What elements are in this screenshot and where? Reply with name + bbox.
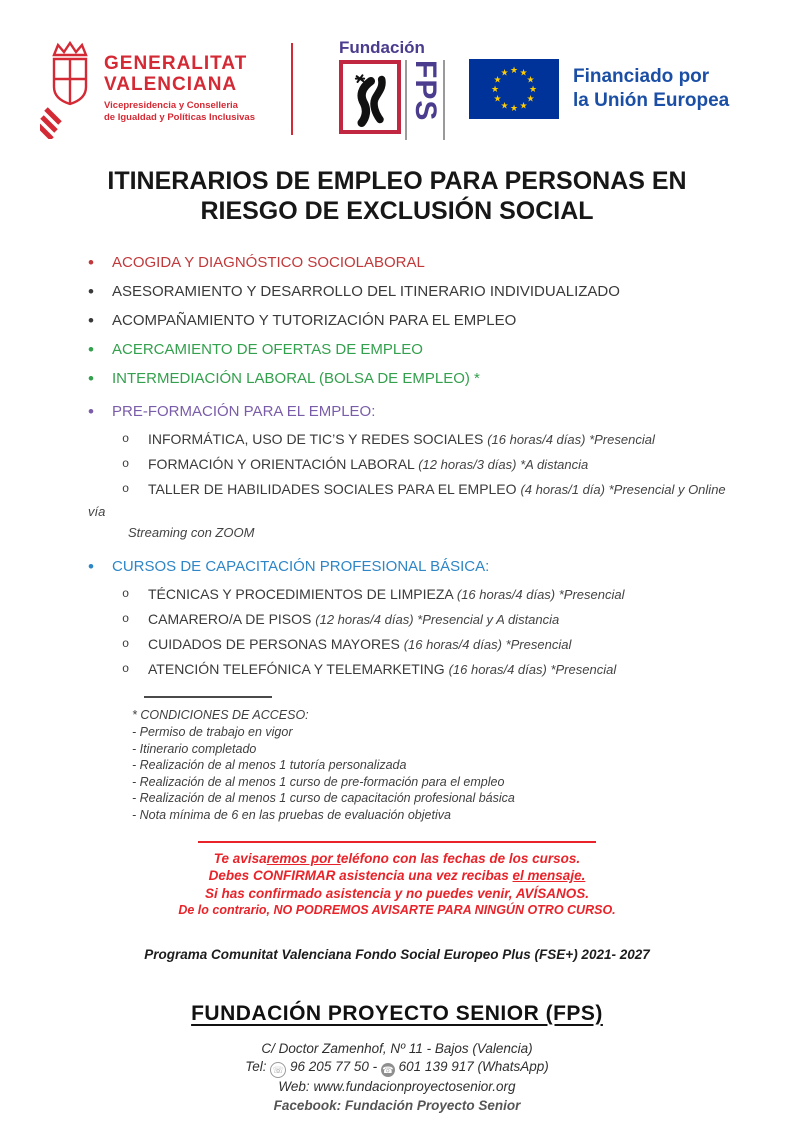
list-item-label: ASESORAMIENTO Y DESARROLLO DEL ITINERARIO INDIVIDUALIZADO	[112, 283, 620, 300]
program-funding-line: Programa Comunitat Valenciana Fondo Social Europeo Plus (FSE+) 2021- 2027	[144, 946, 650, 962]
course-item-limpieza	[116, 582, 754, 607]
condition-item: - Realización de al menos 1 tutoría personalizada	[132, 758, 407, 773]
course-detail: (4 horas/1 día) *Presencial y Online	[520, 482, 726, 497]
notice-text-underlined: remos por t	[266, 850, 341, 866]
course-item-informatica	[116, 427, 754, 452]
svg-text:★: ★	[519, 68, 528, 79]
fps-logo-body	[339, 60, 445, 140]
fps-gray-bar-left	[405, 60, 407, 140]
notice-line4: De lo contrario, NO PODREMOS AVISARTE PARA NINGÚN OTRO CURSO.	[178, 903, 616, 918]
whatsapp-icon	[381, 1063, 395, 1077]
list-item-label: ACOMPAÑAMIENTO Y TUTORIZACIÓN PARA EL EMPLEO	[112, 312, 517, 329]
fps-logo	[339, 38, 445, 140]
svg-text:★: ★	[526, 75, 535, 86]
gv-title	[104, 54, 255, 95]
svg-text:★: ★	[493, 94, 502, 105]
notice-divider	[198, 841, 596, 843]
footer-website: Web: www.fundacionproyectosenior.org	[278, 1079, 516, 1095]
list-item-intermediacion	[86, 364, 754, 393]
course-name: FORMACIÓN Y ORIENTACIÓN LABORAL	[148, 456, 419, 472]
list-item-acompanamiento	[86, 306, 754, 335]
condition-item: - Permiso de trabajo en vigor	[132, 725, 293, 739]
eu-flag-icon	[469, 59, 559, 119]
header-divider	[291, 43, 293, 135]
course-detail: (16 horas/4 días) *Presencial	[448, 662, 617, 677]
gv-title-line2: VALENCIANA	[104, 73, 238, 95]
notice-text: Te avisa	[213, 850, 267, 866]
contact-footer	[40, 1040, 754, 1116]
footer-address: C/ Doctor Zamenhof, Nº 11 - Bajos (Valencia)	[261, 1040, 533, 1056]
course-item-fol	[116, 452, 754, 477]
course-detail: (12 horas/4 días) *Presencial y A distancia	[315, 612, 560, 627]
eu-funding-text	[573, 65, 729, 113]
course-item-camarero	[116, 607, 754, 632]
course-item-taller-habilidades	[116, 477, 754, 502]
eu-text-line2: la Unión Europea	[573, 90, 730, 111]
gv-subtitle-line2: de Igualdad y Políticas Inclusivas	[104, 112, 255, 124]
list-item-label: ACOGIDA Y DIAGNÓSTICO SOCIOLABORAL	[112, 254, 425, 271]
fps-figure-icon	[345, 67, 395, 127]
notice-line1	[40, 850, 754, 868]
gv-emblem-icon	[40, 39, 96, 139]
confirmation-notice	[40, 841, 754, 920]
fps-figure-box	[339, 60, 401, 134]
phone-icon	[270, 1062, 286, 1078]
section-heading	[86, 400, 754, 424]
course-sublist	[86, 582, 754, 682]
fps-acronym: FPS	[409, 60, 442, 122]
list-item-acogida	[86, 248, 754, 277]
logo-header	[40, 36, 754, 142]
phone-number-landline: 96 205 77 50	[290, 1059, 369, 1075]
svg-text:★: ★	[509, 66, 519, 76]
svg-text:★: ★	[493, 75, 502, 86]
gv-title-line1: GENERALITAT	[104, 53, 248, 75]
section-heading-label: CURSOS DE CAPACITACIÓN PROFESIONAL BÁSICA:	[112, 558, 490, 575]
generalitat-valenciana-logo	[40, 39, 255, 139]
services-list	[86, 248, 754, 393]
section-heading	[86, 555, 754, 579]
notice-text: eléfono con las fechas de los cursos.	[340, 850, 581, 866]
course-sublist	[86, 427, 754, 502]
conditions-list	[132, 724, 754, 824]
gv-text-block	[104, 54, 255, 124]
notice-line3: Si has confirmado asistencia y no puedes venir, AVÍSANOS.	[204, 885, 590, 901]
course-name: INFORMÁTICA, USO DE TIC’S Y REDES SOCIALES	[148, 431, 488, 447]
taller-continuation-streaming: Streaming con ZOOM	[128, 525, 255, 540]
course-name: TÉCNICAS Y PROCEDIMIENTOS DE LIMPIEZA	[148, 586, 457, 602]
course-item-cuidados	[116, 632, 754, 657]
list-item-acercamiento	[86, 335, 754, 364]
svg-text:★: ★	[526, 94, 535, 105]
phone-label: Tel:	[245, 1059, 267, 1075]
course-detail: (16 horas/4 días) *Presencial	[456, 587, 625, 602]
condition-item: - Realización de al menos 1 curso de capacitación profesional básica	[132, 791, 515, 806]
conditions-divider	[144, 696, 272, 698]
phone-number-whatsapp: 601 139 917 (WhatsApp)	[398, 1059, 549, 1075]
section-cursos-capacitacion	[86, 555, 754, 682]
svg-text:★: ★	[500, 68, 509, 79]
svg-text:★: ★	[500, 101, 509, 112]
title-line2: RIESGO DE EXCLUSIÓN SOCIAL	[200, 197, 594, 225]
organization-name: FUNDACIÓN PROYECTO SENIOR (FPS)	[191, 1001, 603, 1025]
course-detail: (16 horas/4 días) *Presencial	[403, 637, 572, 652]
condition-item: - Nota mínima de 6 en las pruebas de evaluación objetiva	[132, 807, 451, 822]
taller-continuation-via: vía	[88, 504, 106, 519]
svg-text:★: ★	[528, 85, 538, 95]
notice-text: Debes CONFIRMAR asistencia una vez recibas	[208, 868, 513, 884]
phone-glyph: ☏	[272, 1065, 284, 1076]
footer-facebook: Facebook: Fundación Proyecto Senior	[273, 1097, 521, 1113]
list-item-asesoramiento	[86, 277, 754, 306]
notice-line2	[40, 867, 754, 885]
course-name: ATENCIÓN TELEFÓNICA Y TELEMARKETING	[148, 661, 449, 677]
access-conditions	[132, 696, 754, 824]
whatsapp-glyph: ☎	[382, 1065, 394, 1076]
conditions-heading: * CONDICIONES DE ACCESO:	[132, 708, 309, 722]
gv-subtitle	[104, 100, 255, 124]
section-heading-label: PRE-FORMACIÓN PARA EL EMPLEO:	[112, 403, 376, 420]
svg-text:★: ★	[490, 85, 500, 95]
svg-text:★: ★	[519, 101, 528, 112]
course-detail: (12 horas/3 días) *A distancia	[418, 457, 589, 472]
phone-separator: -	[372, 1059, 378, 1075]
fps-fundacion-label: Fundación	[339, 38, 425, 57]
notice-text-underlined: el mensaje.	[512, 868, 586, 884]
course-name: CAMARERO/A DE PISOS	[148, 611, 316, 627]
section-pre-formacion	[86, 400, 754, 545]
title-line1: ITINERARIOS DE EMPLEO PARA PERSONAS EN	[107, 167, 687, 195]
fps-gray-bar-right	[443, 60, 445, 140]
course-item-telemarketing	[116, 657, 754, 682]
document-title	[40, 166, 754, 226]
list-item-label: INTERMEDIACIÓN LABORAL (BOLSA DE EMPLEO) *	[112, 370, 480, 387]
course-name: CUIDADOS DE PERSONAS MAYORES	[148, 636, 404, 652]
fps-vertical-mark	[405, 60, 445, 140]
svg-text:★: ★	[509, 104, 519, 114]
eu-text-line1: Financiado por	[573, 66, 710, 88]
course-name: TALLER DE HABILIDADES SOCIALES PARA EL EMPLEO	[148, 481, 521, 497]
condition-item: - Realización de al menos 1 curso de pre-formación para el empleo	[132, 774, 505, 789]
eu-funding-logo	[469, 59, 729, 119]
course-detail: (16 horas/4 días) *Presencial	[487, 432, 655, 447]
footer-phone-line	[40, 1058, 754, 1078]
condition-item: - Itinerario completado	[132, 741, 257, 756]
gv-subtitle-line1: Vicepresidencia y Conselleria	[104, 100, 238, 112]
list-item-label: ACERCAMIENTO DE OFERTAS DE EMPLEO	[112, 341, 423, 358]
